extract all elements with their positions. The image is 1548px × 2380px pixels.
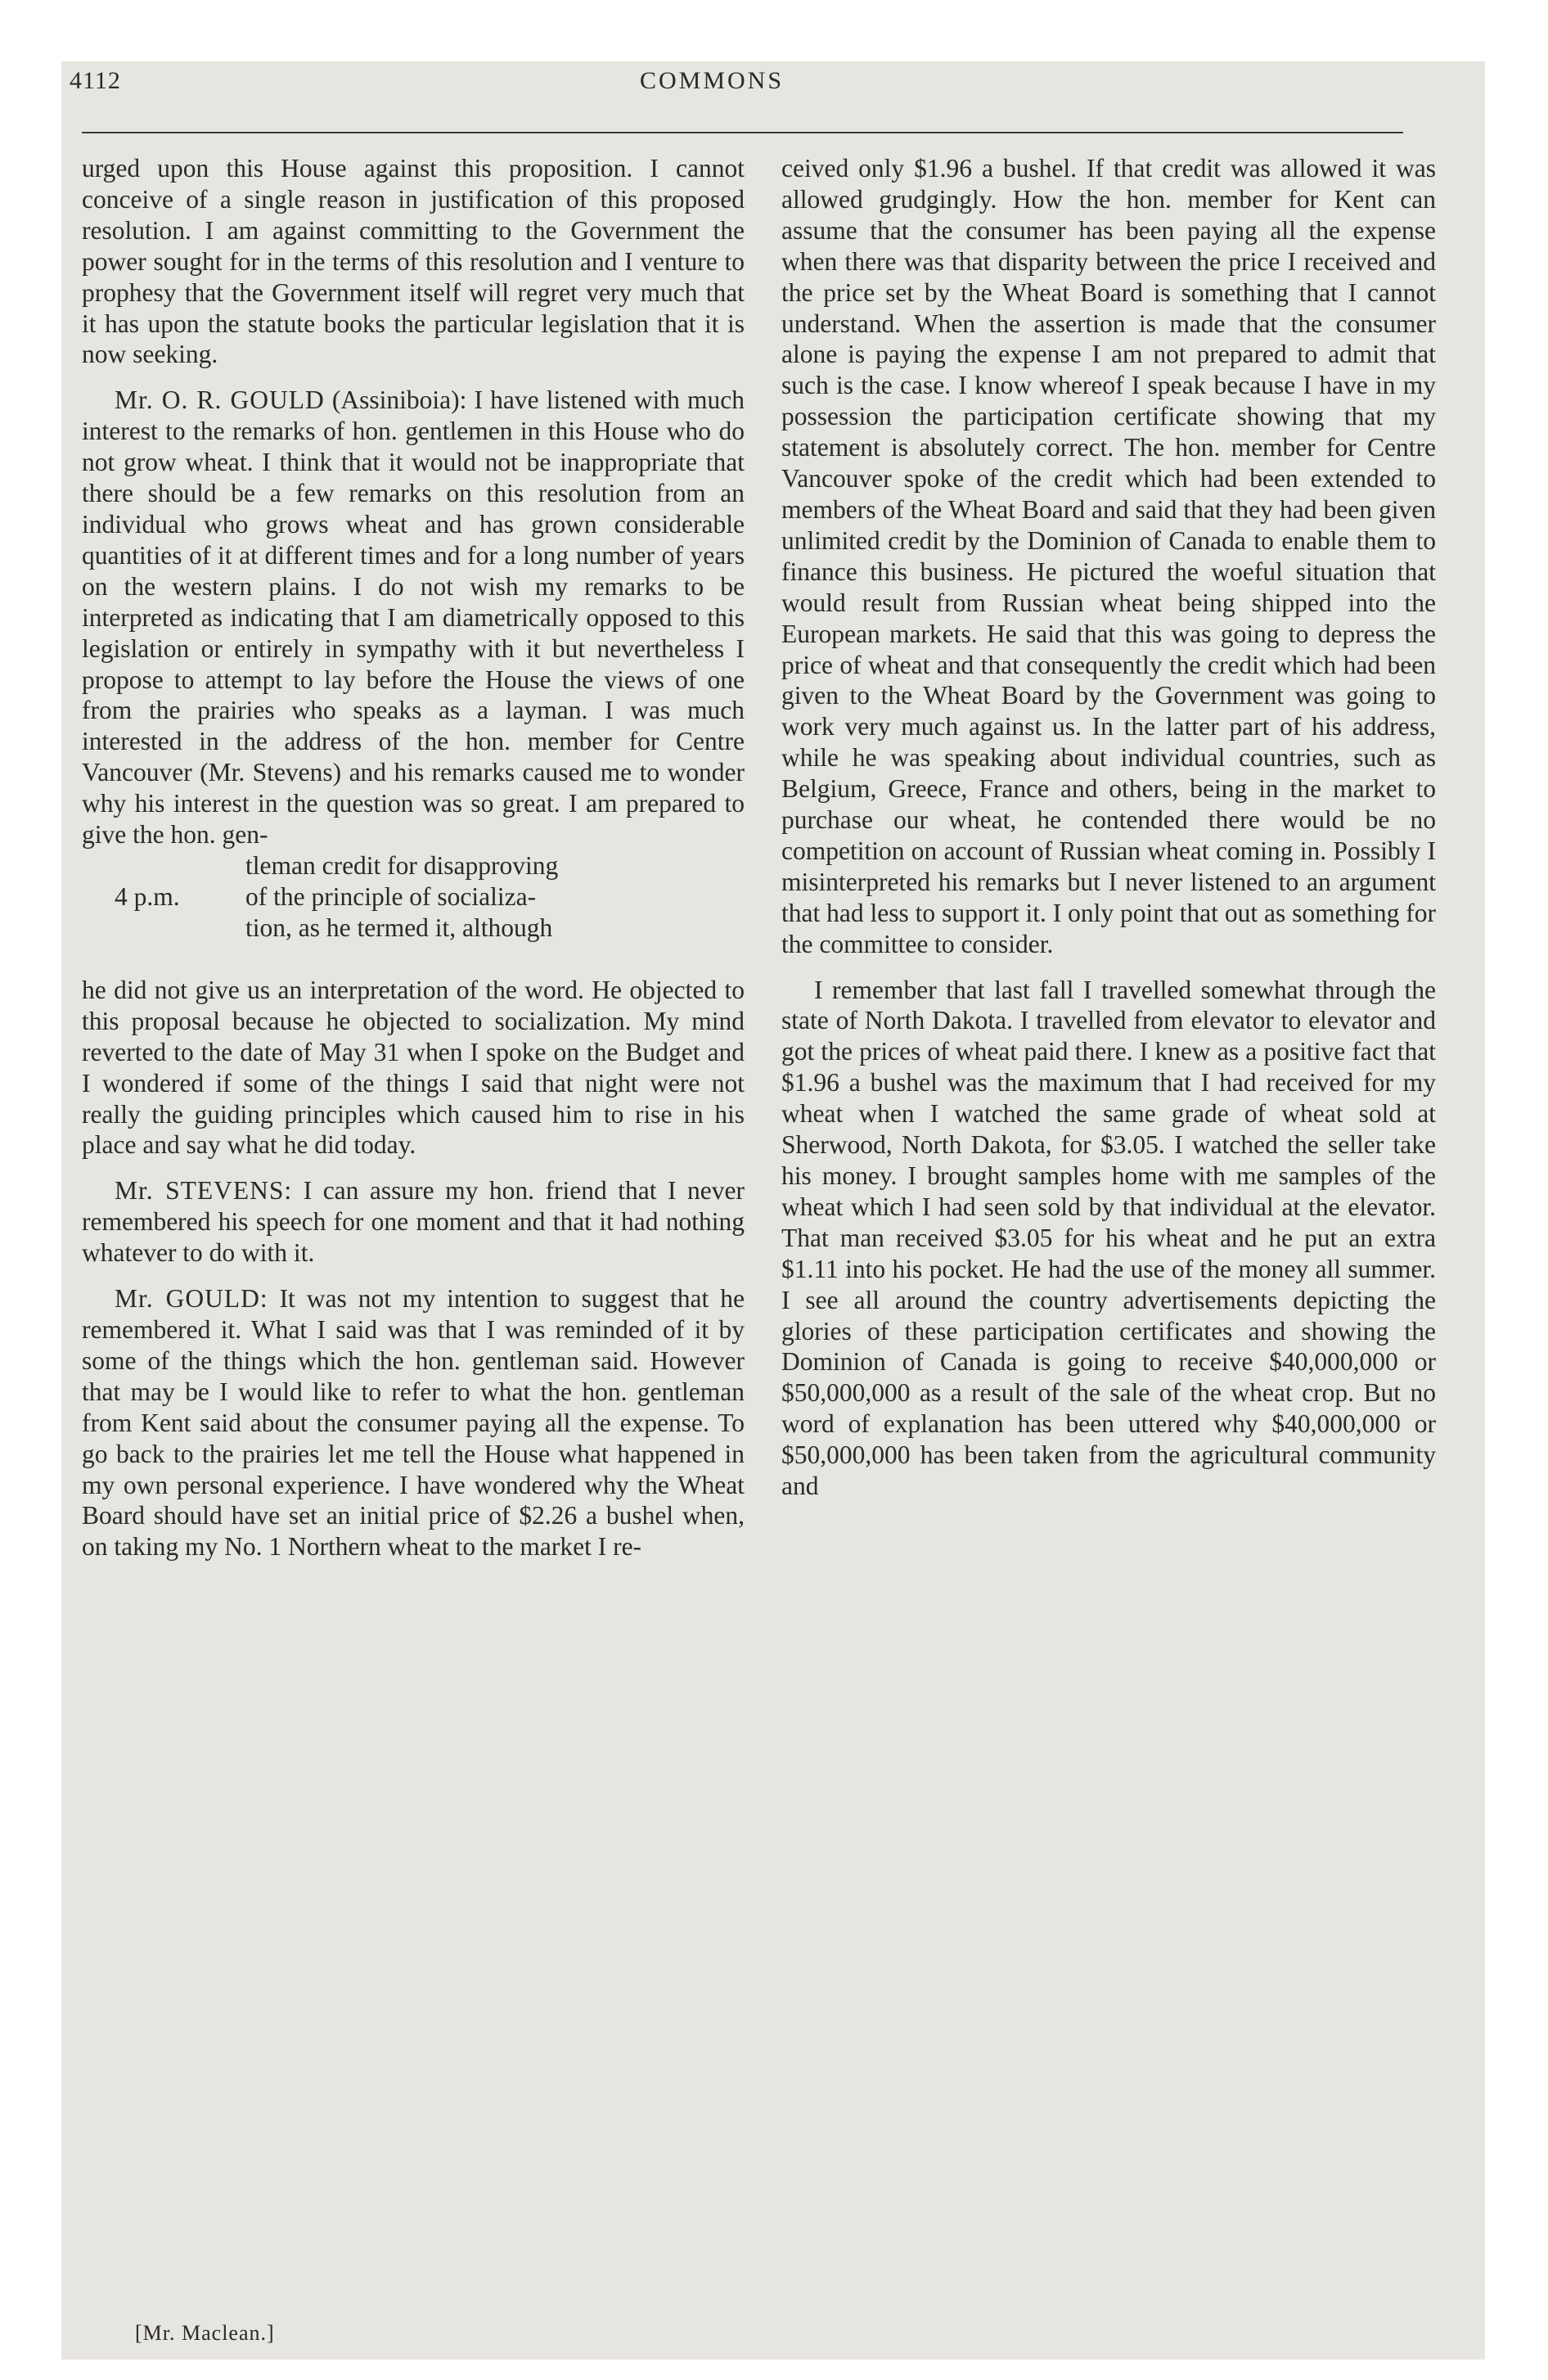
speech-text: It was not my intention to suggest that he remembered it. What I said was that I was reminded of it by some of the things which the hon. gentleman said. However that may be I would like to refer to what the hon. gentleman from Kent said about the consumer paying all the expense. To go back to the prairies let me tell the House what happened in my own personal experience. I have wondered why the Wheat Board should have set an initial price of $2.26 a bushel when, on taking my No. 1 Northern wheat to the market I re- — [82, 1284, 745, 1562]
paragraph — [82, 385, 745, 850]
running-head: COMMONS — [639, 67, 785, 94]
header-rule — [82, 132, 1403, 133]
speaker-name: Mr. O. R. GOULD — [115, 385, 325, 415]
speaker-name: Mr. STEVENS: — [115, 1176, 293, 1206]
speech-text: I can assure my hon. friend that I never remembered his speech for one moment and that it had nothing whatever to do with it. — [82, 1176, 745, 1268]
indented-lines — [245, 850, 745, 944]
speaker-riding: (Assiniboia): — [331, 385, 467, 415]
left-column — [82, 153, 745, 1562]
page-header — [70, 67, 1354, 108]
paragraph — [82, 1175, 745, 1269]
time-marker: 4 p.m. — [115, 881, 180, 911]
time-marker-block — [82, 850, 745, 975]
speaker-name: Mr. GOULD: — [115, 1284, 268, 1314]
right-column — [781, 153, 1436, 1502]
paragraph — [82, 1283, 745, 1562]
page-number: 4112 — [70, 67, 121, 94]
text-line: tleman credit for disapproving — [245, 850, 559, 880]
text-line: tion, as he termed it, although — [245, 913, 553, 942]
footer-note: [Mr. Maclean.] — [135, 2321, 275, 2345]
paragraph: urged upon this House against this proposition. I cannot conceive of a single reason in justification of this proposed resolution. I am against committing to the Government the power sought for in the terms of this resolution and I venture to prophesy that the Government itself will regret very much that it has upon the statute books the particular legislation that it is now seeking. — [82, 154, 745, 369]
paragraph: he did not give us an interpretation of the word. He objected to this proposal because he objected to socialization. My mind reverted to the date of May 31 when I spoke on the Budget and I wondered if some of the things I said that night were not really the guiding principles which caused him to rise in his place and say what he did today. — [82, 975, 745, 1160]
paragraph: I remember that last fall I travelled somewhat through the state of North Dakota. I travelled from elevator to elevator and got the prices of wheat paid there. I knew as a positive fact that $1.96 a bushel was the maximum that I had received for my wheat when I watched the same grade of wheat sold at Sherwood, North Dakota, for $3.05. I watched the seller take his money. I brought samples home with me samples of the wheat which I had seen sold by that individual at the elevator. That man received $3.05 for his wheat and he put an extra $1.11 into his pocket. He had the use of the money all summer. I see all around the country advertisements depicting the glories of these participation certificates and showing the Dominion of Canada is going to receive $40,000,000 or $50,000,000 as a result of the sale of the wheat crop. But no word of explanation has been uttered why $40,000,000 or $50,000,000 has been taken from the agricultural community and — [781, 975, 1436, 1501]
paragraph: ceived only $1.96 a bushel. If that credit was allowed it was allowed grudgingly. How the hon. member for Kent can assume that the consumer has been paying all the expense when there was that disparity between the price I received and the price set by the Wheat Board is something that I cannot understand. When the assertion is made that the consumer alone is paying the expense I am not prepared to admit that such is the case. I know whereof I speak because I have in my possession the participation certificate showing that my statement is absolutely correct. The hon. member for Centre Vancouver spoke of the credit which had been extended to members of the Wheat Board and said that they had been given unlimited credit by the Dominion of Canada to enable them to finance this business. He pictured the woeful situation that would result from Russian wheat being shipped into the European markets. He said that this was going to depress the price of wheat and that consequently the credit which had been given to the Wheat Board by the Government was going to work very much against us. In the latter part of his address, while he was speaking about individual countries, such as Belgium, Greece, France and others, being in the market to purchase our wheat, he contended there would be no competition on account of Russian wheat coming in. Possibly I misinterpreted his remarks but I never listened to an argument that had less to support it. I only point that out as something for the committee to consider. — [781, 154, 1436, 958]
text-line: of the principle of socializa- — [245, 881, 537, 911]
speech-text: I have listened with much interest to the remarks of hon. gentlemen in this House who do not grow wheat. I think that it would not be inappropriate that there should be a few remarks on this resolution from an individual who grows wheat and has grown considerable quantities of it at different times and for a long number of years on the western plains. I do not wish my remarks to be interpreted as indicating that I am diametrically opposed to this legislation or entirely in sympathy with it but nevertheless I propose to attempt to lay before the House the views of one from the prairies who speaks as a layman. I was much interested in the address of the hon. member for Centre Vancouver (Mr. Stevens) and his remarks caused me to wonder why his interest in the question was so great. I am prepared to give the hon. gen- — [82, 385, 745, 850]
